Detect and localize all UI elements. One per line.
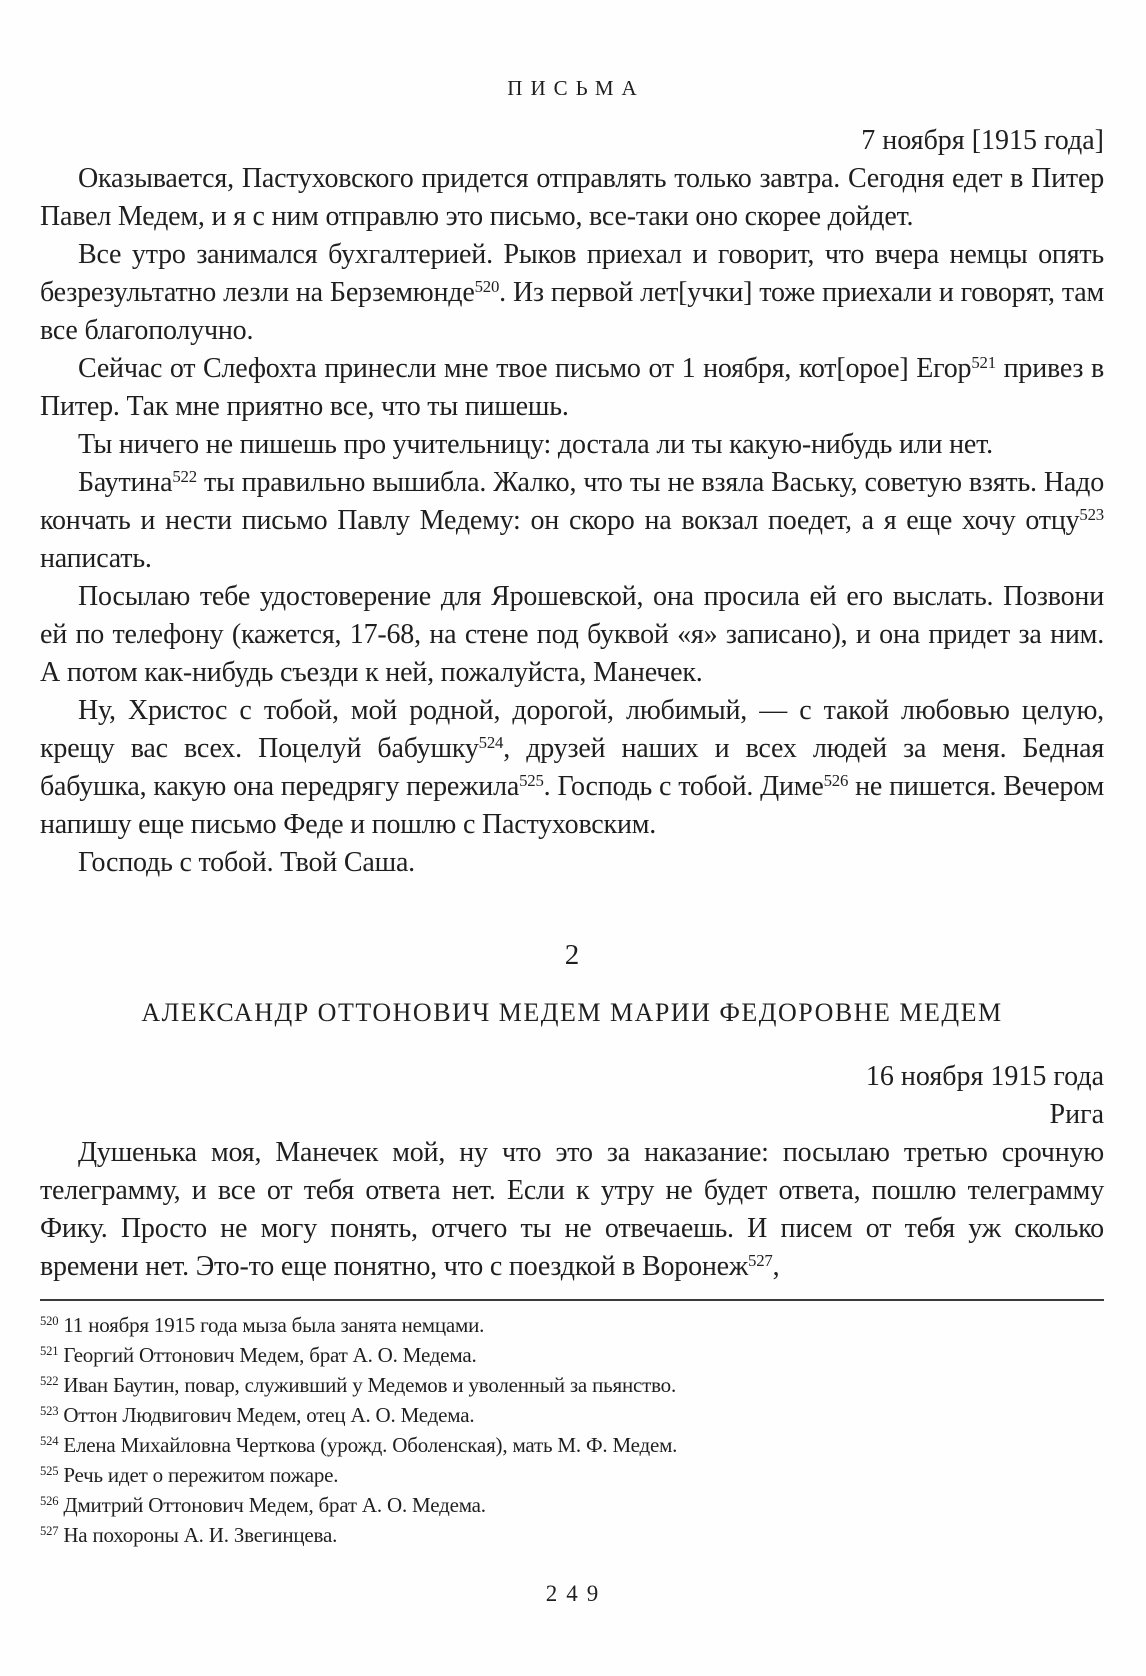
footnote-number: 522: [40, 1374, 59, 1389]
footnote-number: 526: [40, 1494, 59, 1509]
footnote-number: 521: [40, 1344, 59, 1359]
letter-1-body: [40, 160, 1104, 882]
footnote-ref: 527: [748, 1251, 773, 1271]
letter-2-heading: АЛЕКСАНДР ОТТОНОВИЧ МЕДЕМ МАРИИ ФЕДОРОВНЕ МЕДЕМ: [141, 998, 1003, 1027]
paragraph: Сейчас от Слефохта принесли мне твое письмо от 1 ноября, кот[орое] Егор$^{521}$ привез в Питер. Так мне приятно все, что ты пишешь.: [40, 353, 1105, 422]
footnote-ref: 521: [971, 353, 996, 373]
footnote-number: 523: [40, 1404, 59, 1419]
footnote: $^{527}$ На похороны А. И. Звегинцева.: [40, 1523, 338, 1547]
footnote: $^{526}$ Дмитрий Оттонович Медем, брат А. О. Медема.: [40, 1493, 486, 1517]
paragraph: Господь с тобой. Твой Саша.: [78, 847, 415, 878]
footnote: $^{525}$ Речь идет о пережитом пожаре.: [40, 1463, 339, 1487]
letter-2-body: [40, 1134, 1104, 1286]
letter-2-place: Рига: [1049, 1099, 1104, 1130]
paragraph: Душенька моя, Манечек мой, ну что это за наказание: посылаю третью срочную телеграмму, и все от тебя ответа нет. Если к утру не будет ответа, пошлю телеграмму Фику. Просто не могу понять, отчего ты не отвечаешь. И писем от тебя уж сколько времени нет. Это-то еще понятно, что с поездкой в Воронеж$^{527}$,: [40, 1137, 1104, 1282]
letter-2-number: 2: [564, 939, 580, 971]
footnote: $^{522}$ Иван Баутин, повар, служивший у Медемов и уволенный за пьянство.: [40, 1373, 677, 1397]
footnote: $^{521}$ Георгий Оттонович Медем, брат А. О. Медема.: [40, 1343, 477, 1367]
page-number: 249: [545, 1581, 608, 1606]
footnote: $^{520}$ 11 ноября 1915 года мыза была занята немцами.: [40, 1313, 485, 1337]
letter-2-date: 16 ноября 1915 года: [865, 1061, 1104, 1092]
paragraph: Все утро занимался бухгалтерией. Рыков приехал и говорит, что вчера немцы опять безрезультатно лезли на Берземюнде$^{520}$. Из первой лет[учки] тоже приехали и говорят, там все благополучно.: [40, 239, 1105, 346]
footnote: $^{524}$ Елена Михайловна Черткова (урожд. Оболенская), мать М. Ф. Медем.: [40, 1433, 678, 1457]
footnote-separator: [40, 1299, 1104, 1301]
running-head: ПИСЬМА: [507, 76, 645, 100]
letter-2: [40, 936, 1104, 1286]
paragraph: Ты ничего не пишешь про учительницу: достала ли ты какую-нибудь или нет.: [78, 429, 993, 460]
paragraph: Ну, Христос с тобой, мой родной, дорогой, любимый, — с такой любовью целую, крещу вас всех. Поцелуй бабушку$^{524}$, друзей наших и всех людей за меня. Бедная бабушка, какую она передрягу пережила$^{525}$. Господь с тобой. Диме$^{526}$ не пишется. Вечером напишу еще письмо Феде и пошлю с Пастуховским.: [40, 695, 1105, 840]
footnote-ref: 524: [478, 733, 504, 753]
footnote-ref: 520: [474, 277, 500, 297]
footnote: $^{523}$ Оттон Людвигович Медем, отец А. О. Медема.: [40, 1403, 475, 1427]
letter-1: [40, 122, 1104, 882]
footnote-ref: 522: [172, 467, 197, 487]
footnotes: [40, 1310, 1104, 1550]
paragraph: Баутина$^{522}$ ты правильно вышибла. Жалко, что ты не взяла Ваську, советую взять. Надо кончать и нести письмо Павлу Медему: он скоро на вокзал поедет, а я еще хочу отцу$^{523}$ написать.: [40, 467, 1104, 574]
paragraph: Посылаю тебе удостоверение для Ярошевской, она просила ей его выслать. Позвони ей по телефону (кажется, 17-68, на стене под буквой «я» записано), и она придет за ним. А потом как-нибудь съезди к ней, пожалуйста, Манечек.: [40, 581, 1104, 688]
paragraph: Оказывается, Пастуховского придется отправлять только завтра. Сегодня едет в Питер Павел Медем, и я с ним отправлю это письмо, все-таки оно скорее дойдет.: [40, 163, 1104, 232]
footnote-number: 524: [40, 1434, 59, 1449]
footnote-ref: 523: [1079, 505, 1104, 525]
footnote-ref: 526: [823, 771, 849, 791]
footnote-number: 525: [40, 1464, 59, 1479]
footnote-number: 527: [40, 1524, 59, 1539]
footnote-number: 520: [40, 1314, 59, 1329]
footnote-ref: 525: [519, 771, 544, 791]
letter-1-date: 7 ноября [1915 года]: [861, 125, 1104, 156]
